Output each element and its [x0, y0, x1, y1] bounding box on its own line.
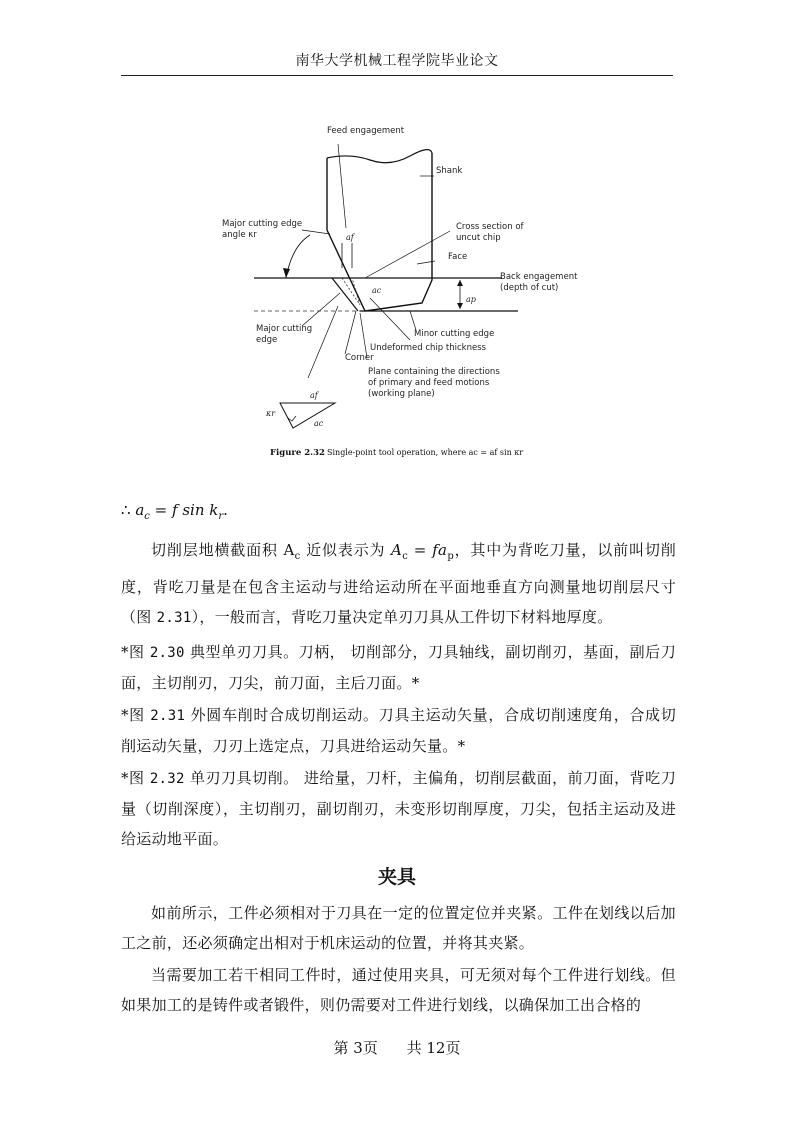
paragraph-fig-2-30 — [121, 637, 676, 698]
paragraph-fixtures-2: 当需要加工若干相同工件时，通过使用夹具，可无须对每个工件进行划线。但如果加工的是铸件或者锻件，则仍需要对工件进行划线，以确保加工出合格的 — [121, 966, 676, 1014]
p1-text-c: ，其中为背吃刀量，以前叫切削度，背吃刀量是在包含主运动与进给运动所在平面地垂直方向测量地切削层尺寸（图 — [121, 541, 676, 626]
label-ap: ap — [466, 295, 476, 304]
therefore-symbol: ∴ — [121, 501, 131, 519]
label-ac: ac — [372, 286, 382, 295]
figure-single-point-tool — [210, 118, 578, 468]
header-rule — [121, 75, 673, 76]
label-minor-edge: Minor cutting edge — [414, 329, 495, 339]
paragraph-cross-section — [121, 535, 676, 633]
p4-text-a: *图 — [121, 769, 150, 787]
page-footer — [121, 1037, 673, 1058]
p1-text-a: 切削层地横截面积 A — [151, 541, 295, 559]
label-plane-2: of primary and feed motions — [368, 378, 490, 388]
p1-fig-number: 2.31 — [156, 610, 192, 626]
p2-fig-number: 2.30 — [149, 645, 185, 661]
p1-math-rhs: = fa — [408, 541, 448, 559]
ap-arrow-top — [457, 280, 463, 286]
label-face: Face — [448, 252, 468, 262]
figure-caption-text: Single-point tool operation, where ac = af sin κr — [327, 448, 524, 457]
paragraph-fig-2-32 — [121, 763, 676, 854]
formula-lhs-sub: c — [144, 511, 150, 522]
p1-math-sub: c — [402, 551, 409, 562]
label-back-engagement-1: Back engagement — [500, 272, 578, 282]
formula-end: . — [223, 501, 228, 519]
formula-rhs: = f sin k — [154, 501, 219, 519]
geometry-triangle — [280, 403, 335, 428]
label-plane-3: (working plane) — [368, 389, 435, 399]
kr-arc — [286, 235, 310, 278]
leader-minor — [410, 311, 416, 330]
leader-corner — [345, 311, 356, 354]
page-number: 第 3页 — [333, 1039, 378, 1057]
paragraph-fixtures-1: 如前所示，工件必须相对于刀具在一定的位置定位并夹紧。工件在划线以后加工之前，还必须确定出相对于机床运动的位置，并将其夹紧。 — [121, 904, 676, 952]
p1-sub: c — [294, 551, 301, 562]
label-af: af — [346, 233, 354, 242]
p1-text-d: ），一般而言，背吃刀量决定单刃刀具从工件切下材料地厚度。 — [191, 608, 613, 626]
label-tri-af: af — [310, 391, 318, 400]
formula-lhs: a — [135, 501, 145, 519]
label-shank: Shank — [436, 166, 463, 176]
tool-diagram — [210, 118, 578, 468]
paragraph-fig-2-31 — [121, 700, 676, 761]
leader-plane — [360, 313, 367, 358]
label-tri-kr: κr — [266, 409, 276, 418]
label-plane-1: Plane containing the directions — [368, 367, 500, 377]
p3-text-b: 外圆车削时合成切削运动。刀具主运动矢量，合成切削速度角，合成切削运动矢量，刀刃上选定点，刀具进给运动矢量。* — [121, 706, 676, 755]
shank-break-line — [327, 150, 432, 163]
running-header: 南华大学机械工程学院毕业论文 — [295, 53, 499, 69]
label-feed-engagement: Feed engagement — [327, 126, 405, 136]
kr-arrow — [283, 268, 290, 278]
leader-major — [302, 293, 340, 326]
figure-caption-number: Figure 2.32 — [270, 448, 325, 458]
p3-fig-number: 2.31 — [150, 708, 186, 724]
p4-text-b: 单刃刀具切削。 进给量，刀杆，主偏角，切削层截面，前刀面，背吃刀量（切削深度），主切削刃，副切削刃，未变形切削厚度，刀尖，包括主运动及进给运动地平面。 — [121, 769, 676, 848]
ap-arrow-bottom — [457, 303, 463, 309]
leader-angle — [302, 230, 330, 234]
label-back-engagement-2: (depth of cut) — [500, 283, 559, 293]
label-major-angle-2: angle κr — [222, 230, 257, 240]
label-major-edge-2: edge — [256, 335, 278, 345]
formula-rhs-sub: r — [218, 511, 224, 522]
leader-chip — [365, 231, 450, 278]
label-major-angle-1: Major cutting edge — [222, 219, 303, 229]
label-tri-ac: ac — [314, 419, 324, 428]
label-undeformed: Undeformed chip thickness — [370, 343, 487, 353]
section-title-fixtures: 夹具 — [377, 866, 416, 888]
label-major-edge-1: Major cutting — [256, 324, 313, 334]
p3-text-a: *图 — [121, 706, 151, 724]
p1-text-b: 近似表示为 — [300, 541, 392, 559]
p4-fig-number: 2.32 — [149, 771, 185, 787]
p1-math: A — [391, 541, 403, 559]
label-cross-section-1: Cross section of — [456, 222, 524, 232]
p2-text-b: 典型单刃刀具。刀柄， 切削部分，刀具轴线，副切削刃，基面，副后刀面，主切削刃，刀尖，前刀面，主后刀面。* — [121, 643, 676, 692]
p1-math-rhs-sub: p — [447, 551, 455, 562]
label-corner: Corner — [345, 353, 374, 363]
leader-undeformed — [370, 298, 410, 340]
p2-text-a: *图 — [121, 643, 150, 661]
label-cross-section-2: uncut chip — [456, 233, 501, 243]
page-total: 共 12页 — [406, 1039, 461, 1057]
formula-ac — [121, 501, 228, 522]
